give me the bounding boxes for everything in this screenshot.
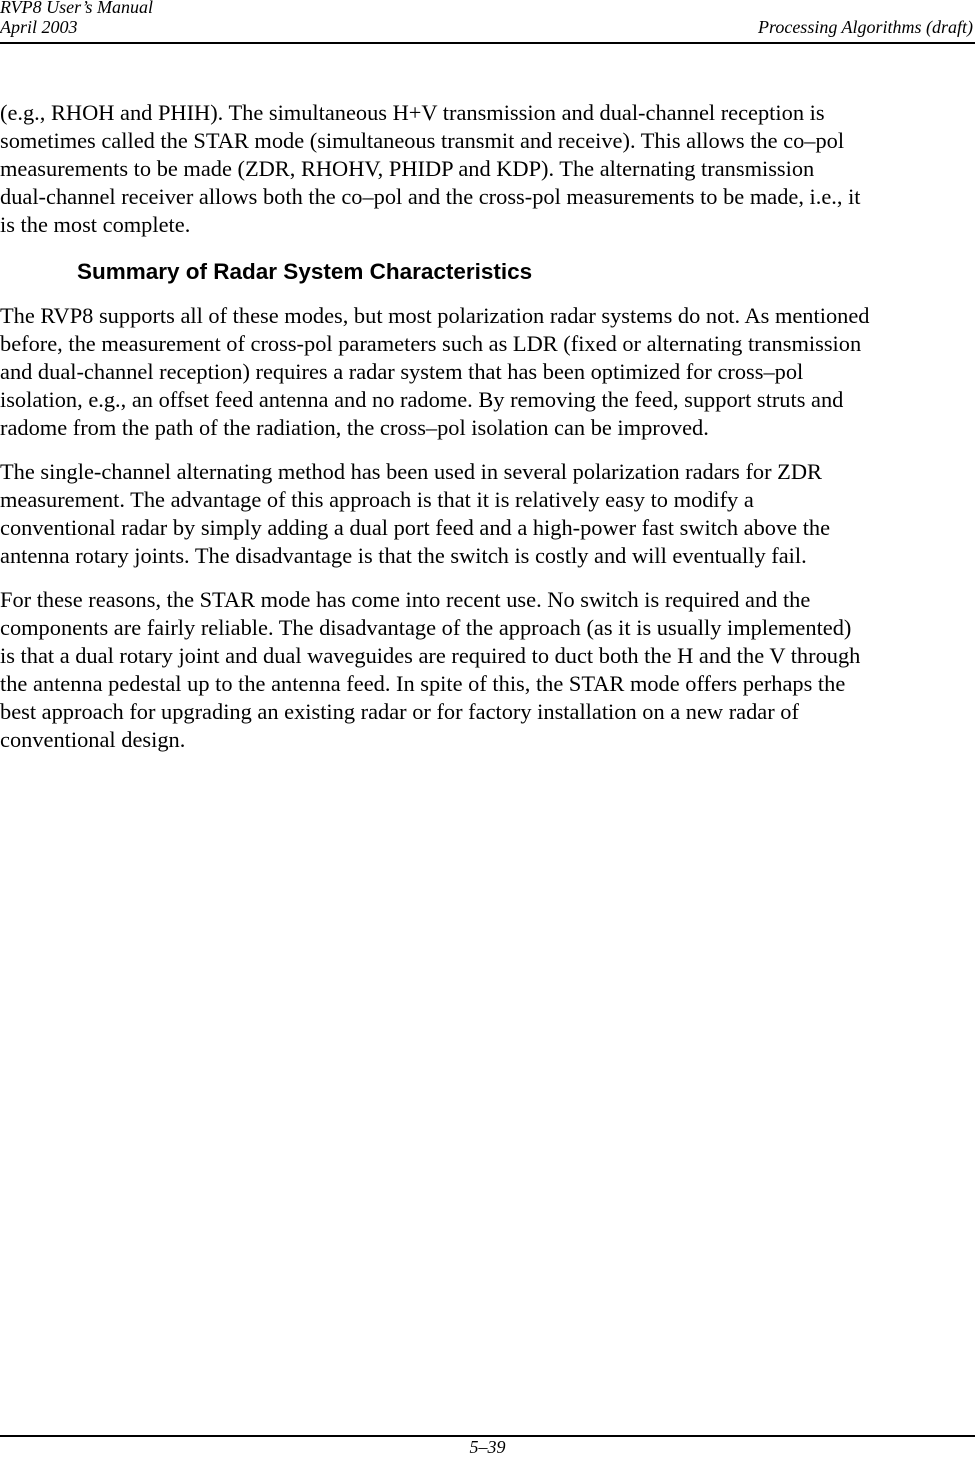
manual-title: RVP8 User’s Manual xyxy=(0,0,153,17)
paragraph-single-channel xyxy=(0,458,975,570)
paragraph-star-mode xyxy=(0,586,975,754)
text-line: conventional radar by simply adding a dual port feed and a high-power fast switch above the xyxy=(0,515,831,540)
header-left-block xyxy=(0,0,153,37)
text-line: antenna rotary joints. The disadvantage is that the switch is costly and will eventually fail. xyxy=(0,543,807,568)
text-line: is the most complete. xyxy=(0,212,191,237)
text-line: the antenna pedestal up to the antenna feed. In spite of this, the STAR mode offers perhaps the xyxy=(0,671,846,696)
paragraph-modes-support xyxy=(0,302,975,442)
text-line: radome from the path of the radiation, the cross–pol isolation can be improved. xyxy=(0,415,709,440)
intro-paragraph xyxy=(0,99,975,239)
text-line: and dual-channel reception) requires a radar system that has been optimized for cross–pol xyxy=(0,359,804,384)
text-line: is that a dual rotary joint and dual waveguides are required to duct both the H and the V through xyxy=(0,643,861,668)
text-line: best approach for upgrading an existing radar or for factory installation on a new radar of xyxy=(0,699,799,724)
text-line: conventional design. xyxy=(0,727,186,752)
text-line: measurement. The advantage of this approach is that it is relatively easy to modify a xyxy=(0,487,754,512)
text-line: components are fairly reliable. The disadvantage of the approach (as it is usually implemented) xyxy=(0,615,852,640)
text-line: before, the measurement of cross-pol parameters such as LDR (fixed or alternating transmission xyxy=(0,331,862,356)
text-line: The RVP8 supports all of these modes, but most polarization radar systems do not. As mentioned xyxy=(0,303,870,328)
text-line: measurements to be made (ZDR, RHOHV, PHIDP and KDP). The alternating transmission xyxy=(0,156,815,181)
page-header xyxy=(0,0,975,44)
chapter-title: Processing Algorithms (draft) xyxy=(758,17,973,37)
section-heading: Summary of Radar System Characteristics xyxy=(77,259,533,284)
text-line: isolation, e.g., an offset feed antenna and no radome. By removing the feed, support struts and xyxy=(0,387,844,412)
text-line: sometimes called the STAR mode (simultaneous transmit and receive). This allows the co–pol xyxy=(0,128,845,153)
page-body xyxy=(0,99,975,754)
text-line: For these reasons, the STAR mode has come into recent use. No switch is required and the xyxy=(0,587,811,612)
text-line: The single-channel alternating method has been used in several polarization radars for ZDR xyxy=(0,459,822,484)
text-line: dual-channel receiver allows both the co–pol and the cross-pol measurements to be made, i.e., it xyxy=(0,184,861,209)
text-line: (e.g., RHOH and PHIH). The simultaneous H+V transmission and dual-channel reception is xyxy=(0,100,825,125)
page-number: 5–39 xyxy=(469,1437,506,1457)
publication-date: April 2003 xyxy=(0,17,78,37)
